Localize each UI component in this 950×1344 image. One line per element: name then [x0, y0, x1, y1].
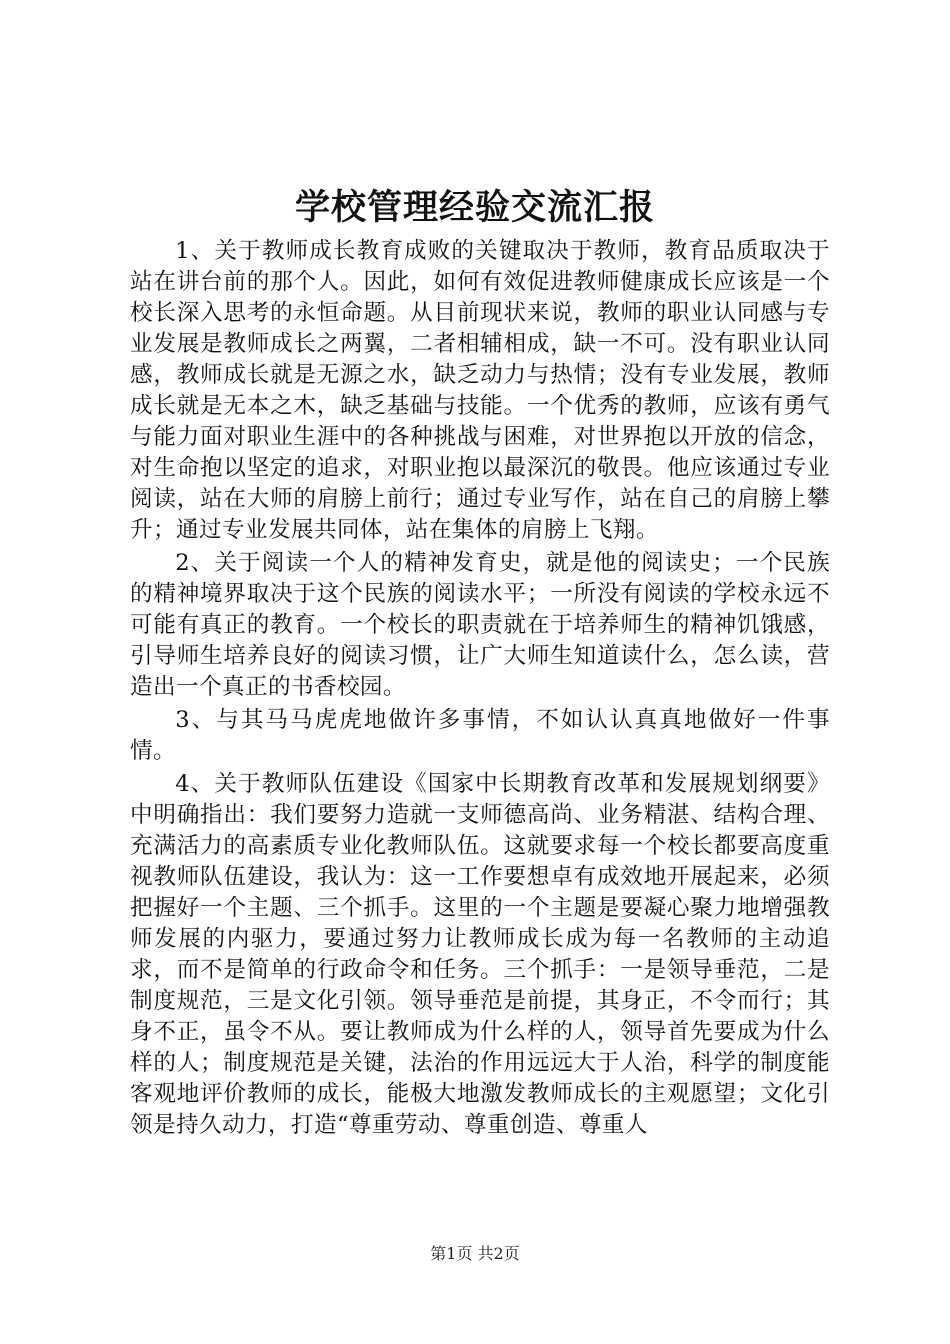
document-title: 学校管理经验交流汇报	[294, 188, 655, 228]
paragraph-4: 4、关于教师队伍建设《国家中长期教育改革和发展规划纲要》中明确指出：我们要努力造就一支师德高尚、业务精湛、结构合理、充满活力的高素质专业化教师队伍。这就要求每一个校长都要高度重视教师队伍建设，我认为：这一工作要想卓有成效地开展起来，必须把握好一个主题、三个抓手。这里的一个主题是要凝心聚力地增强教师发展的内驱力，要通过努力让教师成长成为每一名教师的主动追求，而不是简单的行政命令和任务。三个抓手：一是领导垂范，二是制度规范，三是文化引领。领导垂范是前提，其身正，不令而行；其身不正，虽令不从。要让教师成为什么样的人，领导首先要成为什么样的人；制度规范是关键，法治的作用远远大于人治，科学的制度能客观地评价教师的成长，能极大地激发教师成长的主观愿望；文化引领是持久动力，打造“尊重劳动、尊重创造、尊重人	[130, 771, 830, 1138]
paragraph-1: 1、关于教师成长教育成败的关键取决于教师，教育品质取决于站在讲台前的那个人。因此，如何有效促进教师健康成长应该是一个校长深入思考的永恒命题。从目前现状来说，教师的职业认同感与专业发展是教师成长之两翼，二者相辅相成，缺一不可。没有职业认同感，教师成长就是无源之水，缺乏动力与热情；没有专业发展，教师成长就是无本之木，缺乏基础与技能。一个优秀的教师，应该有勇气与能力面对职业生涯中的各种挑战与困难，对世界抱以开放的信念，对生命抱以坚定的追求，对职业抱以最深沉的敬畏。他应该通过专业阅读，站在大师的肩膀上前行；通过专业写作，站在自己的肩膀上攀升；通过专业发展共同体，站在集体的肩膀上飞翔。	[130, 238, 830, 543]
paragraph-3: 3、与其马马虎虎地做许多事情，不如认认真真地做好一件事情。	[130, 707, 830, 764]
paragraph-2: 2、关于阅读一个人的精神发育史，就是他的阅读史；一个民族的精神境界取决于这个民族的阅读水平；一所没有阅读的学校永远不可能有真正的教育。一个校长的职责就在于培养师生的精神饥饿感，引导师生培养良好的阅读习惯，让广大师生知道读什么，怎么读，营造出一个真正的书香校园。	[130, 550, 830, 700]
page-number-footer: 第1页 共2页	[430, 1244, 520, 1263]
document-body	[130, 236, 830, 1143]
